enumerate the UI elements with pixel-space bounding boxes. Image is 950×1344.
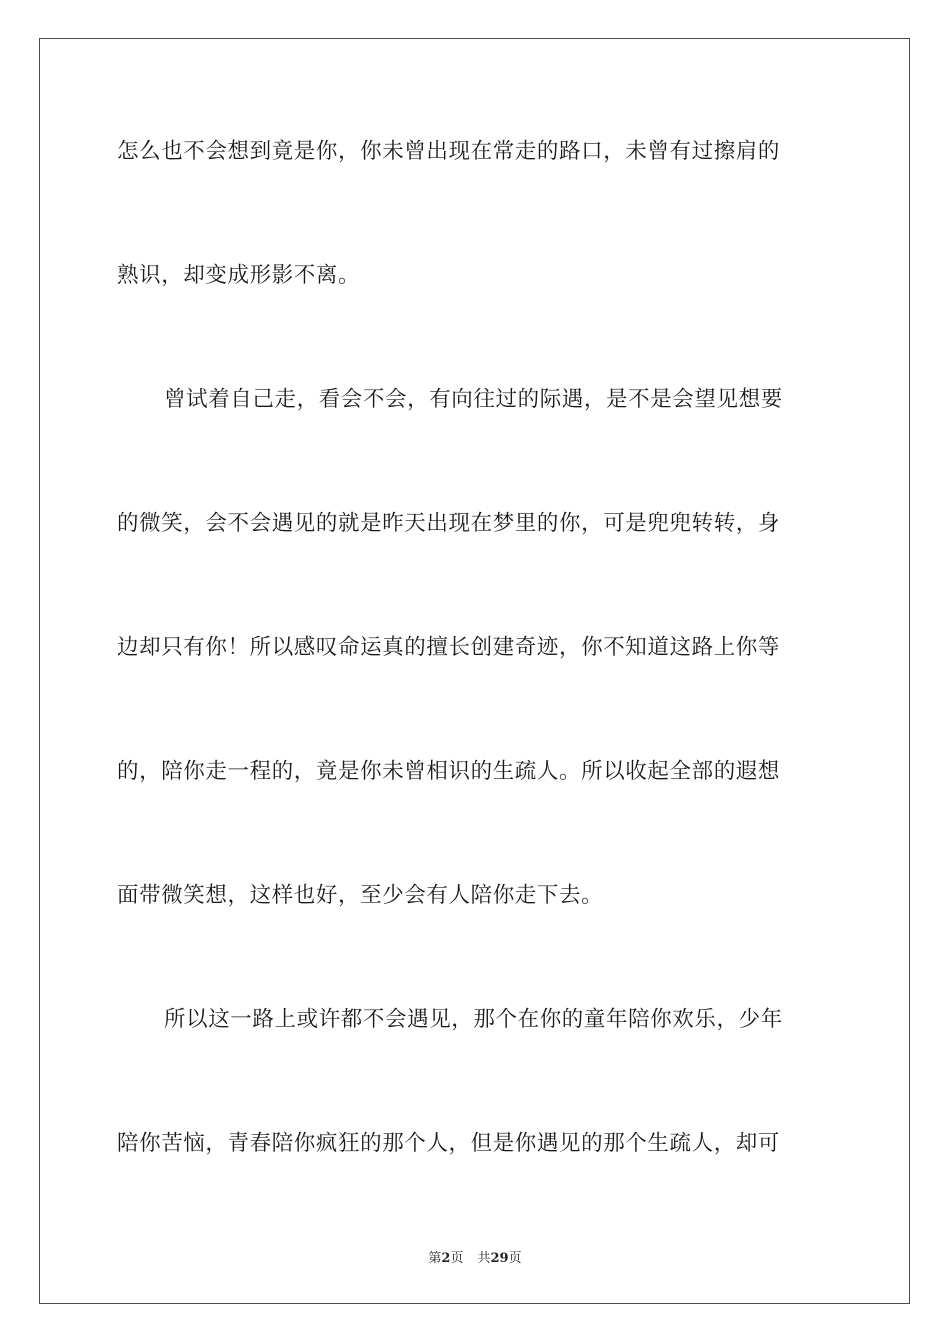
paragraph-line-6: 的，陪你走一程的，竟是你未曾相识的生疏人。所以收起全部的遐想: [117, 759, 781, 784]
paragraph-line-2: 熟识，却变成形影不离。: [117, 263, 361, 288]
page-border: [39, 38, 910, 1304]
page-suffix: 页: [450, 1251, 464, 1266]
paragraph-line-1: 怎么也不会想到竟是你，你未曾出现在常走的路口，未曾有过擦肩的: [117, 139, 781, 164]
page-number: 2: [441, 1251, 451, 1266]
paragraph-line-9: 陪你苦恼，青春陪你疯狂的那个人，但是你遇见的那个生疏人，却可: [117, 1131, 781, 1156]
paragraph-line-3: 曾试着自己走，看会不会，有向往过的际遇，是不是会望见想要: [164, 387, 783, 412]
total-pages: 29: [490, 1251, 509, 1266]
paragraph-line-4: 的微笑，会不会遇见的就是昨天出现在梦里的你，可是兜兜转转，身: [117, 511, 781, 536]
paragraph-line-5: 边却只有你！所以感叹命运真的擅长创建奇迹，你不知道这路上你等: [117, 635, 781, 660]
page-footer: [0, 1247, 950, 1266]
paragraph-line-7: 面带微笑想，这样也好，至少会有人陪你走下去。: [117, 883, 604, 908]
total-prefix: 共: [477, 1251, 491, 1266]
page-prefix: 第: [428, 1251, 442, 1266]
total-suffix: 页: [508, 1251, 522, 1266]
paragraph-line-8: 所以这一路上或许都不会遇见，那个在你的童年陪你欢乐，少年: [164, 1007, 783, 1032]
